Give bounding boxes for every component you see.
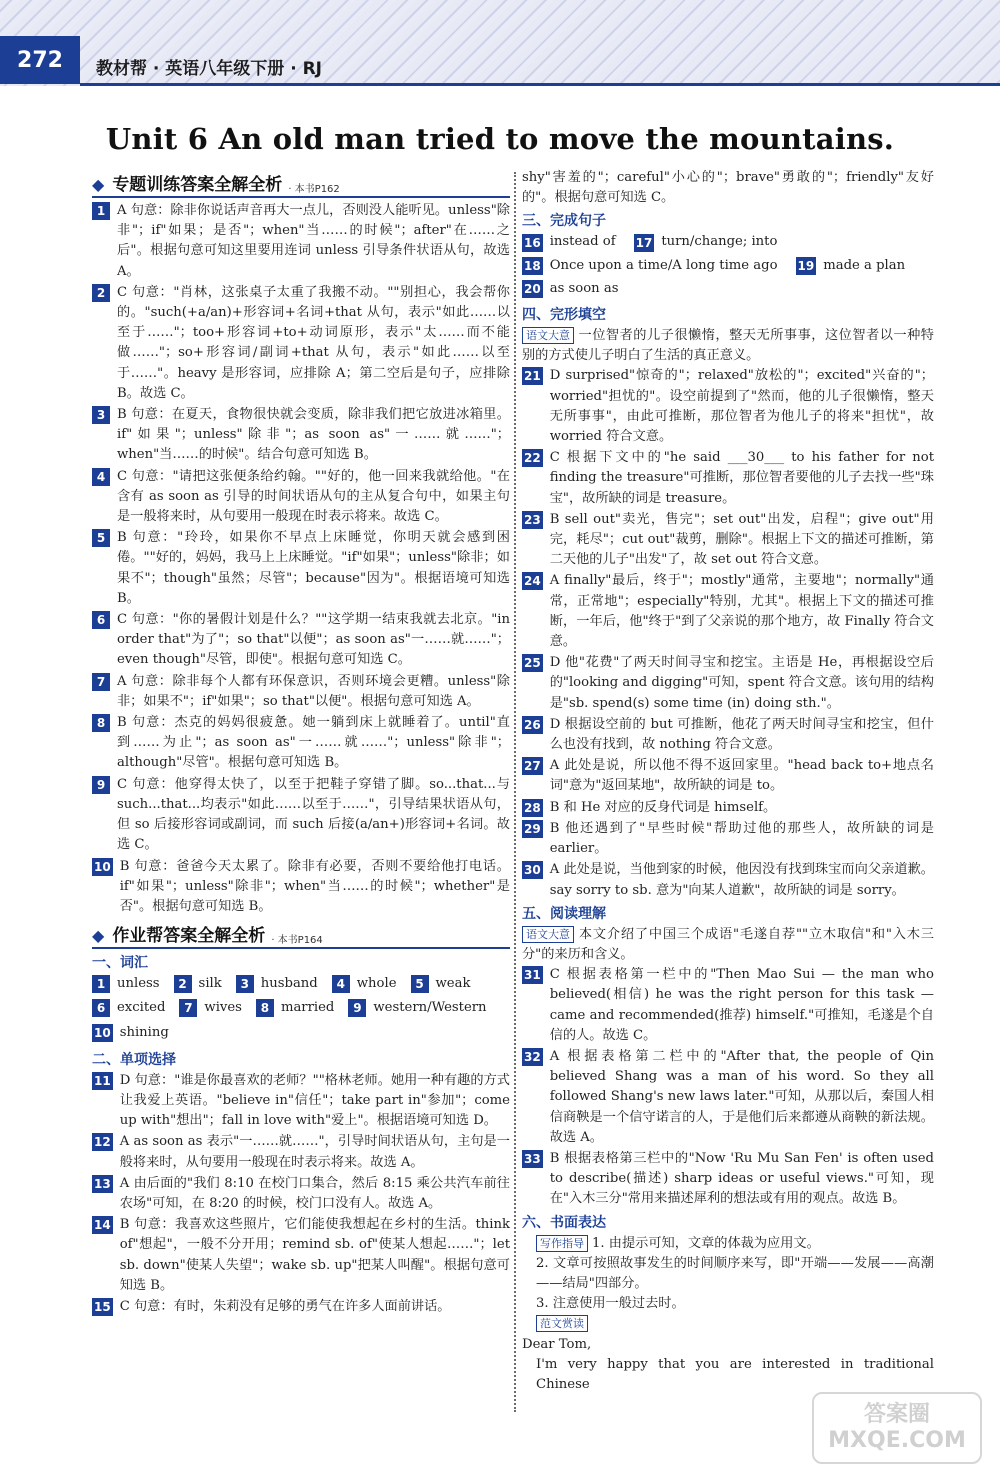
question-number-badge: 2: [174, 975, 192, 993]
watermark-line: 答案圈: [863, 1402, 930, 1427]
answer-text: A 句意：除非你说话声音再大一点儿，否则没人能听见。unless"除非"；if"如果；是否"；when"当……的时候"；after"在……之后"。根据句意可知这里要用连词 unless 引导条件状语从句，故选 A。: [117, 203, 510, 279]
question-number-badge: 24: [524, 574, 541, 589]
question-number-badge: 12: [94, 1135, 111, 1150]
model-greeting: Dear Tom,: [522, 1336, 592, 1352]
reading-answer-item: [522, 1047, 934, 1148]
reading-summary-text: 本文介绍了中国三个成语"毛遂自荐""立木取信"和"入木三分"的来历和含义。: [522, 926, 934, 962]
page-header: [0, 0, 1000, 86]
choice-answer-item: [92, 1071, 510, 1132]
answer-text: as soon as: [549, 280, 619, 296]
answer-text: A 句意：除非每个人都有环保意识，否则环境会更糟。unless"除非；如果不"；if"如果"；so that"以便"。根据句意可知选 A。: [117, 673, 510, 709]
question-number-badge: 32: [524, 1049, 541, 1064]
question-number-badge: 14: [94, 1218, 111, 1233]
choice-answer-item: [92, 1174, 510, 1214]
answer-text: C 句意："你的暑假计划是什么？""这学期一结束我就去北京。"in order that"为了"；so that"以便"；as soon as"一……就……"；even though"尽管，即使"。根据句意可知选 C。: [117, 612, 510, 668]
answer-text: B 和 He 对应的反身代词是 himself。: [549, 799, 777, 815]
answer-text: husband: [260, 976, 318, 992]
special-section-header: [92, 170, 510, 198]
answer-text: B 句意："玲玲，如果你不早点上床睡觉，你明天就会感到困倦。""好的，妈妈，我马上上床睡觉。"if"如果"；unless"除非；如果不"；though"虽然；尽管"；because"因为"。根据语境可知选 B。: [117, 530, 510, 606]
model-first-line: I'm very happy that you are interested in traditional Chinese: [536, 1356, 934, 1392]
column-divider: [514, 172, 516, 1412]
model-essay-tag-line: [522, 1314, 934, 1334]
question-number-badge: 10: [94, 1025, 111, 1040]
special-answer-item: [92, 672, 510, 712]
answer-text: A finally"最后，终于"；mostly"通常，主要地"；normally"通常，正常地"；especially"特别，尤其"。根据上下文的描述可推断，一年后，他"终于"到了父亲说的那个地方，故 Finally 符合文意。: [549, 573, 934, 650]
question-number-badge: 11: [94, 1073, 111, 1088]
cloze-tag: 语文大意: [522, 327, 574, 344]
reading-answer-item: [522, 965, 934, 1046]
answer-text: B 句意：杰克的妈妈很疲惫。她一躺到床上就睡着了。until"直到……为止"；as soon as"一……就……"；unless"除非"；although"尽管"。根据句意可知选 B。: [117, 715, 510, 771]
writing-heading: 六、书面表达: [522, 1214, 606, 1231]
diamond-icon: ◆: [92, 925, 105, 945]
question-number-badge: 20: [524, 281, 541, 296]
question-number-badge: 25: [524, 656, 541, 671]
continued-text: shy"害羞的"；careful"小心的"；brave"勇敢的"；friendly"友好的"。根据句意可知选 C。: [522, 170, 934, 206]
answer-text: C 句意：他穿得太快了，以至于把鞋子穿错了脚。so...that...与 such...that...均表示"如此……以至于……"，引导结果状语从句，但 so 后接形容词或副词，而 such 后接(a/an+)形容词+名词。故选 C。: [117, 776, 510, 853]
answer-text: whole: [356, 976, 397, 992]
question-number-badge: 22: [524, 451, 541, 466]
question-number-badge: 5: [92, 529, 110, 547]
watermark-line: MXQE.COM: [828, 1428, 966, 1453]
diamond-icon: ◆: [92, 174, 105, 194]
question-number-badge: 21: [524, 369, 541, 384]
question-number-badge: 10: [94, 859, 111, 874]
answer-text: D 根据设空前的 but 可推断，他花了两天时间寻宝和挖宝，但什么也没有找到，故 nothing 符合文意。: [549, 716, 934, 753]
question-number-badge: 19: [797, 258, 815, 273]
vocab-answer-item: [179, 998, 242, 1018]
special-answer-item: [92, 610, 510, 671]
answer-text: silk: [198, 976, 222, 992]
unit-title: Unit 6 An old man tried to move the mountains.: [105, 122, 895, 156]
vocab-answer-item: [236, 974, 318, 994]
cloze-answer-list: [522, 366, 934, 900]
answer-text: B 句意：我喜欢这些照片，它们能使我想起在乡村的生活。think of"想起"，一般不分开用；remind sb. of"使某人想起……"；let sb. down"使某人失望"；wake sb. up"把某人叫醒"。根据句意可知选 B。: [119, 1217, 510, 1293]
choice-answer-item: [92, 1297, 510, 1317]
writing-tag: 写作指导: [536, 1235, 588, 1252]
complete-answer-item: [522, 232, 616, 252]
cloze-answer-item: [522, 510, 934, 571]
question-number-badge: 8: [92, 714, 110, 732]
answer-text: A 根据表格第二栏中的"After that, the people of Qin believed Shang was a man of his word. So they all followed Shang's new laws later."可知，从那以后，秦国人相信商鞅是一个信守诺言的人，于是他们后来都遵从商鞅的新法规。故选 A。: [549, 1048, 934, 1145]
answer-text: made a plan: [823, 257, 906, 273]
question-number-badge: 4: [92, 468, 110, 486]
vocab-answer-list: [92, 974, 510, 1047]
cloze-answer-item: [522, 366, 934, 447]
cloze-answer-item: [522, 756, 934, 796]
question-number-badge: 33: [524, 1151, 541, 1166]
writing-point: [522, 1234, 934, 1254]
question-number-badge: 7: [92, 673, 110, 691]
question-number-badge: 4: [332, 975, 350, 993]
answer-text: Once upon a time/A long time ago: [549, 257, 778, 273]
answer-text: A as soon as 表示"一……就……"，引导时间状语从句，主句是一般将来时，从句要用一般现在时表示将来。故选 A。: [119, 1134, 510, 1170]
special-answer-item: [92, 283, 510, 404]
reading-answer-item: [522, 1149, 934, 1210]
question-number-badge: 29: [524, 821, 541, 836]
special-answer-item: [92, 713, 510, 774]
answer-text: C 句意：有时，朱莉没有足够的勇气在许多人面前讲话。: [119, 1298, 451, 1314]
answer-text: turn/change; into: [661, 234, 778, 250]
special-answer-item: [92, 857, 510, 918]
question-number-badge: 3: [236, 975, 254, 993]
answer-text: B 句意：在夏天，食物很快就会变质，除非我们把它放进冰箱里。if"如果"；unless"除非"；as soon as"一……就……"；when"当……的时候"。结合句意可知选 B。: [117, 407, 510, 463]
answer-text: B 根据表格第三栏中的"Now 'Ru Mu San Fen' is often used to describe(描述) sharp ideas or useful views."可知，现在"入木三分"常用来描述犀利的想法或有用的观点。故选 B。: [549, 1150, 934, 1207]
special-answer-item: [92, 528, 510, 609]
left-column: [92, 168, 510, 1318]
answer-text: A 由后面的"我们 8:10 在校门口集合，然后 8:15 乘公共汽车前往农场"可知，在 8:20 的时候，校门口没有人。故选 A。: [119, 1175, 510, 1211]
question-number-badge: 7: [179, 999, 197, 1017]
question-number-badge: 5: [411, 975, 429, 993]
watermark-logo: [812, 1392, 982, 1464]
cloze-answer-item: [522, 715, 934, 755]
vocab-answer-item: [256, 998, 334, 1018]
answer-text: B 句意：爸爸今天太累了。除非有必要，否则不要给他打电话。if"如果"；unless"除非"；when"当……的时候"；whether"是否"。根据句意可知选 B。: [119, 858, 510, 914]
cloze-answer-item: [522, 571, 934, 652]
answer-text: A 此处是说，所以他不得不返回家里。"head back to+地点名词"意为"返回某地"，故所缺的词是 to。: [549, 758, 934, 794]
answer-text: D surprised"惊奇的"；relaxed"放松的"；excited"兴奋的"；worried"担忧的"。设空前提到了"然而，他的儿子很懒惰，整天无所事事"，由此可推断，那位智者为他儿子的将来"担忧"，故 worried 符合文意。: [549, 368, 934, 445]
reading-answer-list: [522, 965, 934, 1209]
question-number-badge: 6: [92, 999, 110, 1017]
question-number-badge: 3: [92, 406, 110, 424]
special-answer-item: [92, 775, 510, 856]
answer-text: B 他还遇到了"早些时候"帮助过他的那些人，故所缺的词是 earlier。: [549, 820, 934, 857]
answer-text: western/Western: [373, 1000, 487, 1016]
vocab-answer-item: [411, 974, 471, 994]
answer-text: C 句意："请把这张便条给约翰。""好的，他一回来我就给他。"在含有 as soon as 引导的时间状语从句的主从复合句中，如果主句是一般将来时，从句要用一般现在时表示将来。故选 C。: [117, 468, 510, 525]
complete-answer-item: [796, 256, 906, 276]
question-number-badge: 23: [524, 512, 541, 527]
question-number-badge: 1: [92, 202, 110, 220]
answer-text: C 句意："肖林，这张桌子太重了我搬不动。""别担心，我会帮你的。"such(+a/an)+形容词+名词+that 从句，表示"如此……以至于……"；too+形容词+to+动词原形，表示"太……而不能做……"；so+形容词/副词+that 从句，表示"如此……以至于……"。heavy 是形容词，应排除 A；第二空后是句子，应排除 B。故选 C。: [117, 284, 510, 401]
question-number-badge: 8: [256, 999, 274, 1017]
vocab-answer-item: [92, 974, 160, 994]
cloze-answer-item: [522, 653, 934, 714]
header-rule: [80, 83, 1000, 86]
answer-text: C 根据表格第一栏中的"Then Mao Sui — the man who believed(相信) he was the right person for this task — came and recommended(推荐) himself."可推知，毛遂是个自信的人。故选 C。: [549, 967, 934, 1043]
homework-section-ref: · 本书P164: [271, 935, 323, 947]
question-number-badge: 28: [524, 800, 541, 815]
answer-text: weak: [435, 976, 471, 992]
question-number-badge: 1: [92, 975, 110, 993]
answer-text: A 此处是说，当他到家的时候，他因没有找到珠宝而向父亲道歉。say sorry to sb. 意为"向某人道歉"，故所缺的词是 sorry。: [549, 862, 934, 898]
special-section-title: 专题训练答案全解全析: [112, 175, 283, 195]
vocab-answer-item: [92, 1023, 169, 1043]
complete-answer-item: [634, 232, 778, 252]
vocab-answer-item: [92, 998, 165, 1018]
homework-section-header: [92, 921, 510, 949]
page-number: 272: [0, 36, 80, 84]
vocab-heading: 一、词汇: [92, 955, 148, 972]
answer-text: married: [280, 1000, 335, 1016]
complete-answer-item: [522, 256, 778, 276]
question-number-badge: 30: [524, 863, 541, 878]
question-number-badge: 9: [92, 776, 110, 794]
question-number-badge: 27: [524, 759, 541, 774]
vocab-answer-item: [348, 998, 486, 1018]
cloze-answer-item: [522, 448, 934, 509]
book-title: 教材帮 · 英语八年级下册 · RJ: [96, 59, 323, 79]
homework-section-title: 作业帮答案全解全析: [112, 926, 266, 947]
choice-heading: 二、单项选择: [92, 1051, 176, 1068]
vocab-answer-item: [332, 974, 397, 994]
choice-answer-list: [92, 1071, 510, 1317]
choice-answer-item: [92, 1215, 510, 1296]
special-answer-item: [92, 201, 510, 282]
complete-heading: 三、完成句子: [522, 213, 606, 230]
right-column: [522, 168, 934, 1395]
reading-summary: [522, 925, 934, 965]
cloze-answer-item: [522, 798, 934, 818]
special-answer-item: [92, 467, 510, 528]
cloze-answer-item: [522, 860, 934, 900]
special-section-ref: · 本书P162: [288, 184, 340, 195]
answer-text: unless: [117, 976, 160, 992]
special-answer-item: [92, 405, 510, 466]
answer-text: D 句意："谁是你最喜欢的老师？""格林老师。她用一种有趣的方式让我爱上英语。"believe in"信任"；take part in"参加"；come up with"想出"；fall in love with"爱上"。根据语境可知选 D。: [119, 1072, 510, 1129]
question-number-badge: 6: [92, 611, 110, 629]
question-number-badge: 13: [94, 1176, 111, 1191]
writing-point: 3. 注意使用一般过去时。: [536, 1296, 685, 1312]
writing-point: 2. 文章可按照故事发生的时间顺序来写，即"开端——发展——高潮——结局"四部分。: [536, 1255, 934, 1291]
answer-text: C 根据下文中的"he said ___30___ to his father for not finding the treasure"可推断，那位智者要他的儿子去找一些"珠宝"，故所缺的词是 treasure。: [549, 450, 934, 506]
reading-tag: 语文大意: [522, 926, 574, 943]
choice-answer-item: [92, 1132, 510, 1172]
question-number-badge: 2: [92, 284, 110, 302]
question-number-badge: 15: [94, 1299, 111, 1314]
answer-text: D 他"花费"了两天时间寻宝和挖宝。主语是 He，再根据设空后的"looking and digging"可知，spent 符合文意。该句用的结构是"sb. spend(s) some time (in) doing sth."。: [549, 655, 934, 711]
question-number-badge: 26: [524, 717, 541, 732]
writing-point-text: 1. 由提示可知，文章的体裁为应用文。: [592, 1235, 820, 1251]
complete-answer-list: [522, 232, 934, 302]
question-number-badge: 16: [524, 235, 541, 250]
model-tag: 范文赏读: [536, 1315, 588, 1332]
question-number-badge: 18: [524, 258, 541, 273]
answer-text: B sell out"卖光，售完"；set out"出发，启程"；give out"用完，耗尽"；cut out"裁剪，删除"。根据上下文的描述可推断，第二天他的儿子"出发"了，故 set out 符合文意。: [549, 511, 934, 568]
question-number-badge: 9: [348, 999, 366, 1017]
complete-answer-item: [522, 279, 619, 299]
cloze-summary: [522, 326, 934, 366]
cloze-summary-text: 一位智者的儿子很懒惰，整天无所事事，这位智者以一种特别的方式使儿子明白了生活的真正意义。: [522, 328, 934, 364]
cloze-answer-item: [522, 819, 934, 859]
question-number-badge: 17: [635, 235, 653, 250]
cloze-heading: 四、完形填空: [522, 307, 606, 324]
answer-text: shining: [119, 1024, 169, 1040]
special-answer-list: [92, 201, 510, 917]
reading-heading: 五、阅读理解: [522, 905, 606, 922]
answer-text: instead of: [549, 234, 616, 250]
vocab-answer-item: [174, 974, 222, 994]
answer-text: excited: [117, 1000, 166, 1016]
question-number-badge: 31: [524, 968, 541, 983]
answer-text: wives: [204, 1000, 242, 1016]
